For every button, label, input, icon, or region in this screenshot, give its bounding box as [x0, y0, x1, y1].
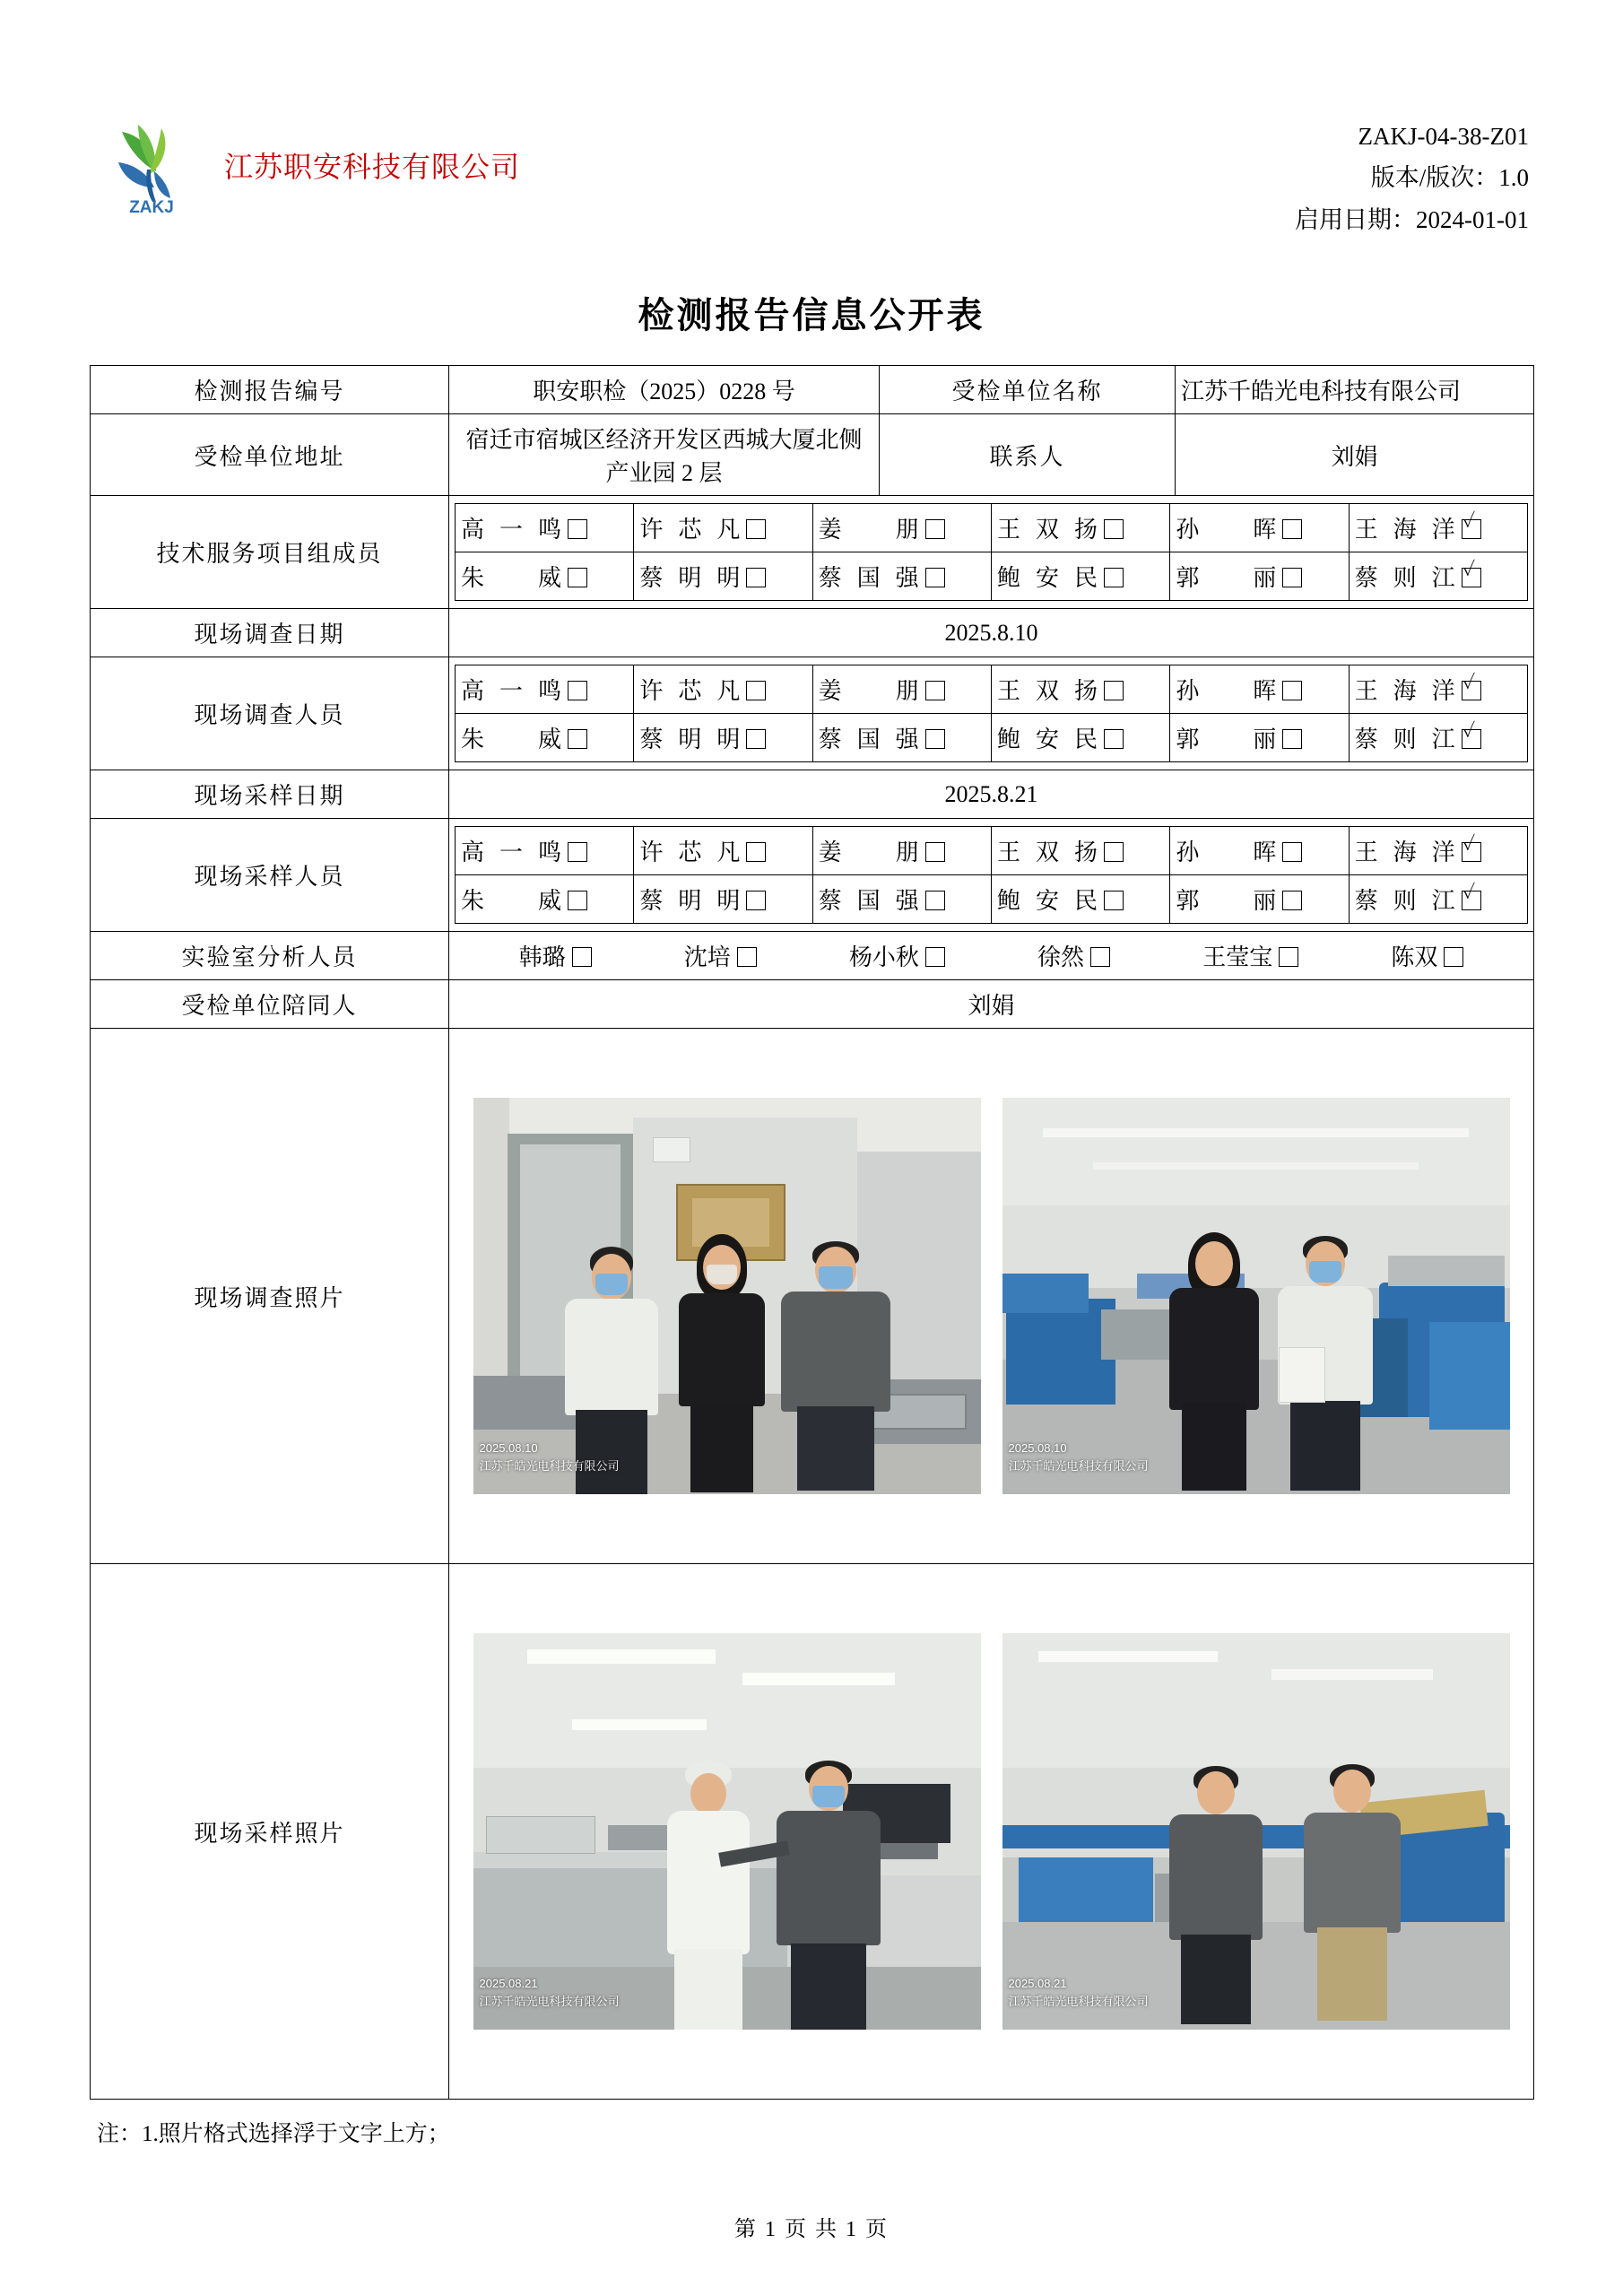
doc-effective-date: 启用日期：2024-01-01: [1295, 205, 1529, 233]
staff-name: 蔡国强: [818, 726, 919, 753]
lab-staff-name: 韩璐: [518, 944, 566, 971]
staff-row: [456, 552, 1528, 601]
staff-name: 朱威: [461, 888, 561, 915]
staff-name: 朱威: [461, 726, 561, 753]
sampling-photo-1: [473, 1633, 981, 2030]
main-table-wrapper: [0, 365, 1623, 2100]
staff-checkbox[interactable]: [925, 891, 945, 910]
staff-row: [456, 665, 1528, 714]
table-row: [91, 414, 1534, 496]
photo-timestamp: [1009, 1975, 1149, 2010]
survey-staff-label: 现场调查人员: [91, 657, 449, 770]
lab-staff-name: 杨小秋: [848, 944, 919, 971]
tech-team-value: [449, 496, 1534, 609]
staff-checkbox[interactable]: [1282, 729, 1302, 749]
staff-checkbox[interactable]: [746, 729, 766, 749]
staff-name: 蔡国强: [818, 565, 919, 592]
lab-staff-label: 实验室分析人员: [91, 932, 449, 980]
table-row: [91, 496, 1534, 609]
photo-company: 江苏千皓光电科技有限公司: [479, 1458, 620, 1473]
staff-checkbox[interactable]: [925, 681, 945, 700]
lab-staff-checkbox[interactable]: [1279, 947, 1298, 967]
staff-checkbox-grid: [455, 826, 1528, 924]
table-row: [91, 657, 1534, 770]
contact-label: 联系人: [880, 414, 1176, 496]
staff-name: 郭丽: [1176, 888, 1277, 915]
staff-name: 姜朋: [818, 678, 919, 705]
staff-name: 王海洋: [1354, 678, 1455, 705]
staff-row: [456, 714, 1528, 762]
staff-checkbox[interactable]: [746, 519, 766, 539]
sampling-photo-label: 现场采样照片: [91, 1564, 449, 2100]
staff-checkbox-checked[interactable]: [1462, 568, 1481, 587]
lab-staff-name: 王莹宝: [1202, 944, 1273, 971]
staff-name: 王双扬: [996, 678, 1098, 705]
staff-name: 王海洋: [1354, 839, 1455, 866]
lab-staff-list: [455, 939, 1528, 972]
staff-checkbox[interactable]: [746, 891, 766, 910]
lab-staff-name: 沈培: [683, 944, 731, 971]
photo-timestamp: [480, 1975, 620, 2010]
staff-name: 高一鸣: [461, 678, 561, 705]
company-logo-icon: [99, 112, 204, 218]
survey-date-label: 现场调查日期: [91, 609, 449, 657]
staff-checkbox[interactable]: [568, 519, 587, 539]
staff-name: 蔡国强: [818, 888, 919, 915]
lab-staff-name: 陈双: [1391, 944, 1438, 971]
staff-name: 姜朋: [818, 839, 919, 866]
staff-name: 高一鸣: [461, 517, 561, 544]
staff-name: 姜朋: [818, 517, 919, 544]
staff-name: 郭丽: [1176, 565, 1277, 592]
staff-name: 郭丽: [1176, 726, 1277, 753]
staff-name: 蔡明明: [639, 565, 741, 592]
lab-staff-name: 徐然: [1037, 944, 1085, 971]
report-no-value: 职安职检（2025）0228 号: [449, 366, 880, 414]
staff-checkbox[interactable]: [925, 519, 945, 539]
survey-photo-cell: [449, 1029, 1534, 1564]
staff-checkbox-checked[interactable]: [1462, 681, 1481, 700]
staff-checkbox-checked[interactable]: [1462, 729, 1481, 749]
staff-row: [456, 875, 1528, 924]
staff-checkbox-grid: [455, 665, 1528, 762]
client-addr-value: 宿迁市宿城区经济开发区西城大厦北侧产业园 2 层: [449, 414, 880, 496]
staff-checkbox-grid: [455, 503, 1528, 601]
sampling-staff-value: [449, 819, 1534, 932]
survey-staff-value: [449, 657, 1534, 770]
company-name: 江苏职安科技有限公司: [224, 151, 521, 183]
page-footer: 第 1 页 共 1 页: [734, 2218, 889, 2242]
staff-checkbox-checked[interactable]: [1462, 891, 1481, 910]
staff-name: 王双扬: [996, 839, 1098, 866]
svg-text:ZAKJ: ZAKJ: [129, 198, 174, 217]
sampling-date-label: 现场采样日期: [91, 770, 449, 819]
client-name-value: 江苏千皓光电科技有限公司: [1176, 366, 1534, 414]
lab-staff-checkbox[interactable]: [737, 947, 757, 967]
staff-name: 许芯凡: [639, 678, 741, 705]
staff-checkbox[interactable]: [568, 729, 587, 749]
survey-date-value: 2025.8.10: [449, 609, 1534, 657]
client-name-label: 受检单位名称: [880, 366, 1176, 414]
staff-checkbox[interactable]: [746, 568, 766, 587]
lab-staff-checkbox[interactable]: [925, 947, 945, 967]
sampling-photo-2: [1002, 1633, 1510, 2030]
table-row: [91, 770, 1534, 819]
staff-checkbox[interactable]: [1282, 681, 1302, 700]
staff-name: 王海洋: [1354, 517, 1455, 544]
photo-timestamp: [480, 1439, 620, 1474]
doc-version: 版本/版次：1.0: [1370, 164, 1529, 192]
table-row: [91, 366, 1534, 414]
client-addr-label: 受检单位地址: [91, 414, 449, 496]
lab-staff-checkbox[interactable]: [1444, 947, 1463, 967]
staff-name: 高一鸣: [461, 839, 561, 866]
report-no-label: 检测报告编号: [91, 366, 449, 414]
staff-checkbox[interactable]: [1104, 891, 1124, 910]
photo-date: 2025.08.21: [1008, 1977, 1067, 1991]
staff-name: 鲍安民: [996, 565, 1098, 592]
staff-name: 蔡明明: [639, 726, 741, 753]
staff-checkbox[interactable]: [1282, 568, 1302, 587]
table-row: [91, 819, 1534, 932]
staff-name: 鲍安民: [996, 888, 1098, 915]
notes-text: 注：1.照片格式选择浮于文字上方；: [97, 2122, 450, 2147]
staff-checkbox[interactable]: [1104, 729, 1124, 749]
photo-company: 江苏千皓光电科技有限公司: [479, 1994, 620, 2008]
photo-date: 2025.08.10: [479, 1441, 538, 1456]
sampling-photo-cell: [449, 1564, 1534, 2100]
staff-name: 鲍安民: [996, 726, 1098, 753]
page-title: 检测报告信息公开表: [638, 295, 985, 336]
contact-value: 刘娟: [1176, 414, 1534, 496]
staff-name: 蔡则江: [1354, 565, 1455, 592]
staff-checkbox[interactable]: [925, 729, 945, 749]
escort-label: 受检单位陪同人: [91, 980, 449, 1029]
survey-photo-2: [1002, 1098, 1510, 1494]
photo-timestamp: [1009, 1439, 1149, 1474]
doc-code: ZAKJ-04-38-Z01: [1358, 123, 1529, 150]
brand-block: [99, 112, 520, 218]
staff-name: 蔡则江: [1354, 726, 1455, 753]
staff-name: 孙晖: [1176, 839, 1277, 866]
staff-checkbox[interactable]: [925, 568, 945, 587]
staff-checkbox[interactable]: [925, 842, 945, 862]
survey-photo-label: 现场调查照片: [91, 1029, 449, 1564]
staff-checkbox[interactable]: [1104, 519, 1124, 539]
staff-checkbox[interactable]: [1104, 842, 1124, 862]
table-row-survey-photos: [91, 1029, 1534, 1564]
staff-name: 蔡则江: [1354, 888, 1455, 915]
lab-staff-value: [449, 932, 1534, 980]
survey-photo-1: [473, 1098, 981, 1494]
staff-checkbox[interactable]: [568, 568, 587, 587]
staff-checkbox[interactable]: [568, 842, 587, 862]
sampling-date-value: 2025.8.21: [449, 770, 1534, 819]
staff-name: 许芯凡: [639, 839, 741, 866]
staff-row: [456, 504, 1528, 552]
photo-date: 2025.08.21: [479, 1977, 538, 1991]
staff-name: 王双扬: [996, 517, 1098, 544]
table-row: [91, 609, 1534, 657]
table-row: [91, 980, 1534, 1029]
staff-checkbox[interactable]: [568, 681, 587, 700]
staff-row: [456, 827, 1528, 875]
table-row-sampling-photos: [91, 1564, 1534, 2100]
photo-company: 江苏千皓光电科技有限公司: [1008, 1994, 1149, 2008]
staff-checkbox-checked[interactable]: [1462, 519, 1481, 539]
escort-value: 刘娟: [449, 980, 1534, 1029]
staff-name: 蔡明明: [639, 888, 741, 915]
staff-name: 孙晖: [1176, 517, 1277, 544]
table-row: [91, 932, 1534, 980]
photo-company: 江苏千皓光电科技有限公司: [1008, 1458, 1149, 1473]
lab-staff-checkbox[interactable]: [572, 947, 592, 967]
staff-checkbox[interactable]: [746, 681, 766, 700]
tech-team-label: 技术服务项目组成员: [91, 496, 449, 609]
report-info-table: [90, 365, 1534, 2100]
staff-checkbox[interactable]: [568, 891, 587, 910]
staff-checkbox[interactable]: [746, 842, 766, 862]
staff-name: 朱威: [461, 565, 561, 592]
page-header: [0, 0, 1623, 240]
staff-name: 孙晖: [1176, 678, 1277, 705]
photo-date: 2025.08.10: [1008, 1441, 1067, 1456]
staff-name: 许芯凡: [639, 517, 741, 544]
staff-checkbox[interactable]: [1104, 568, 1124, 587]
document-meta: [1295, 112, 1529, 240]
staff-checkbox[interactable]: [1104, 681, 1124, 700]
staff-checkbox[interactable]: [1282, 519, 1302, 539]
sampling-staff-label: 现场采样人员: [91, 819, 449, 932]
staff-checkbox[interactable]: [1282, 842, 1302, 862]
staff-checkbox-checked[interactable]: [1462, 842, 1481, 862]
lab-staff-checkbox[interactable]: [1090, 947, 1110, 967]
staff-checkbox[interactable]: [1282, 891, 1302, 910]
